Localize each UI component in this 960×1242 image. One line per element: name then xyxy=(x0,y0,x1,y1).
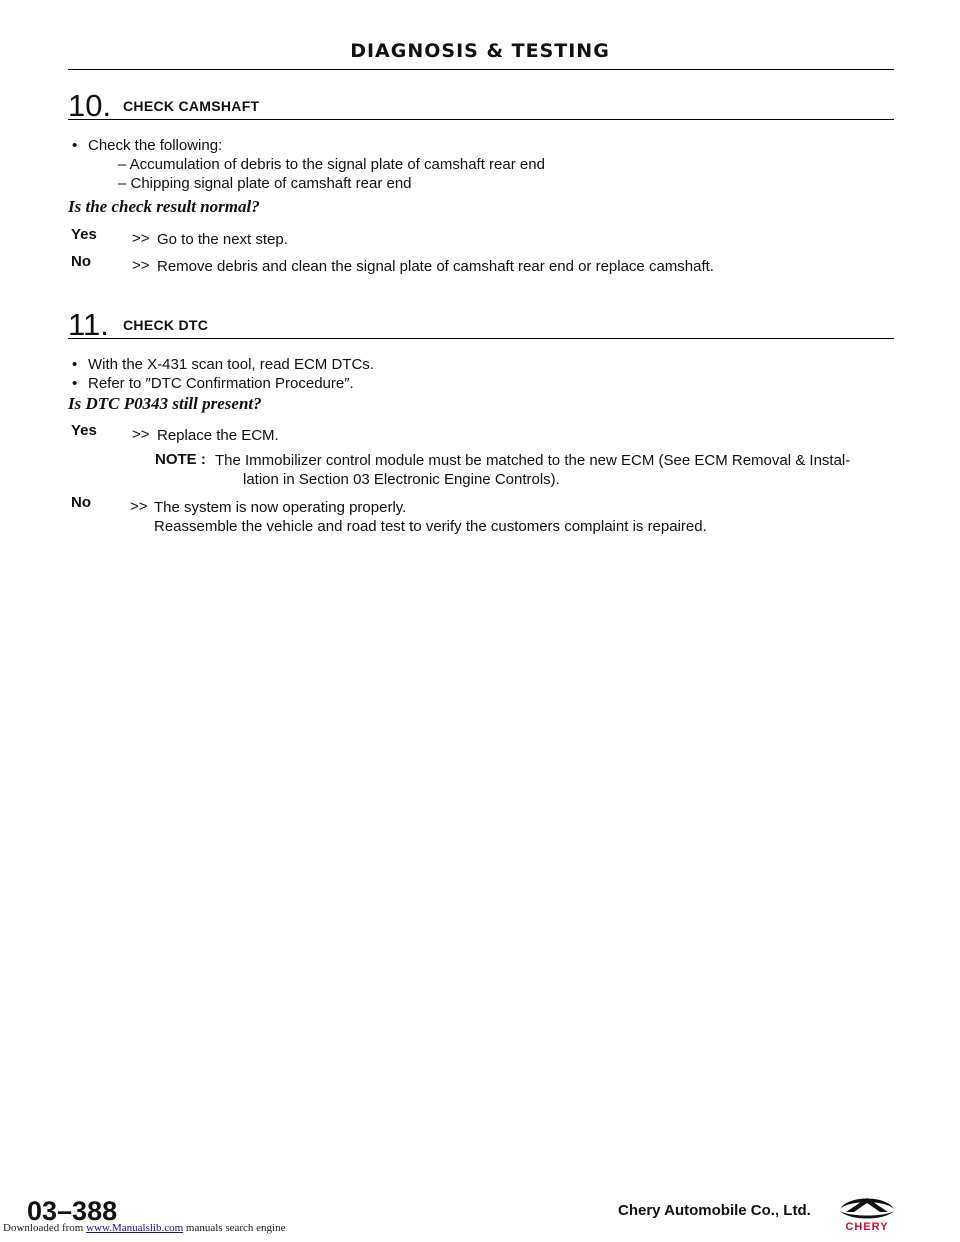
answer-yes-label: Yes xyxy=(71,422,97,439)
answer-no-label: No xyxy=(71,253,91,270)
step-10-divider xyxy=(68,119,894,120)
company-name: Chery Automobile Co., Ltd. xyxy=(618,1202,811,1219)
bullet-marker: • xyxy=(72,137,78,154)
note-text: lation in Section 03 Electronic Engine Controls). xyxy=(243,471,560,488)
step-11-number: 11. xyxy=(68,307,109,342)
step-10-subitem: – Accumulation of debris to the signal plate of camshaft rear end xyxy=(118,156,545,173)
step-11-bullet: With the X-431 scan tool, read ECM DTCs. xyxy=(88,356,374,373)
answer-no-label: No xyxy=(71,494,91,511)
answer-no-text: The system is now operating properly. xyxy=(154,499,407,516)
download-suffix: manuals search engine xyxy=(185,1222,286,1234)
answer-no-text: Reassemble the vehicle and road test to verify the customers complaint is repaired. xyxy=(154,518,707,535)
note-text: The Immobilizer control module must be matched to the new ECM (See ECM Removal & Instal- xyxy=(215,452,851,469)
download-notice xyxy=(3,1222,285,1234)
logo-text: CHERY xyxy=(845,1221,889,1233)
download-prefix: Downloaded from xyxy=(3,1222,84,1234)
bullet-marker: • xyxy=(72,356,78,373)
step-11-divider xyxy=(68,338,894,339)
answer-yes-text: Replace the ECM. xyxy=(157,427,279,444)
answer-yes-text: Go to the next step. xyxy=(157,231,288,248)
arrow-marker: >> xyxy=(130,498,148,515)
note-label: NOTE : xyxy=(155,451,206,468)
step-10-number: 10. xyxy=(68,88,112,123)
step-10-bullet: Check the following: xyxy=(88,137,223,154)
step-11-title: CHECK DTC xyxy=(123,317,209,333)
header-divider xyxy=(68,69,894,70)
step-10-subitem: – Chipping signal plate of camshaft rear end xyxy=(118,175,412,192)
chery-logo-icon xyxy=(836,1194,898,1234)
arrow-marker: >> xyxy=(132,230,150,247)
bullet-marker: • xyxy=(72,375,78,392)
answer-yes-label: Yes xyxy=(71,226,97,243)
step-10-title: CHECK CAMSHAFT xyxy=(123,98,260,114)
step-10-question: Is the check result normal? xyxy=(68,197,260,216)
step-11-question: Is DTC P0343 still present? xyxy=(68,394,262,413)
step-11-bullet: Refer to ″DTC Confirmation Procedure″. xyxy=(88,375,354,392)
arrow-marker: >> xyxy=(132,257,150,274)
page-header-title: DIAGNOSIS & TESTING xyxy=(350,40,610,62)
manualslib-link[interactable]: www.Manualslib.com xyxy=(86,1222,184,1234)
answer-no-text: Remove debris and clean the signal plate of camshaft rear end or replace camshaft. xyxy=(157,258,714,275)
page-number: 03–388 xyxy=(27,1196,118,1226)
arrow-marker: >> xyxy=(132,426,150,443)
